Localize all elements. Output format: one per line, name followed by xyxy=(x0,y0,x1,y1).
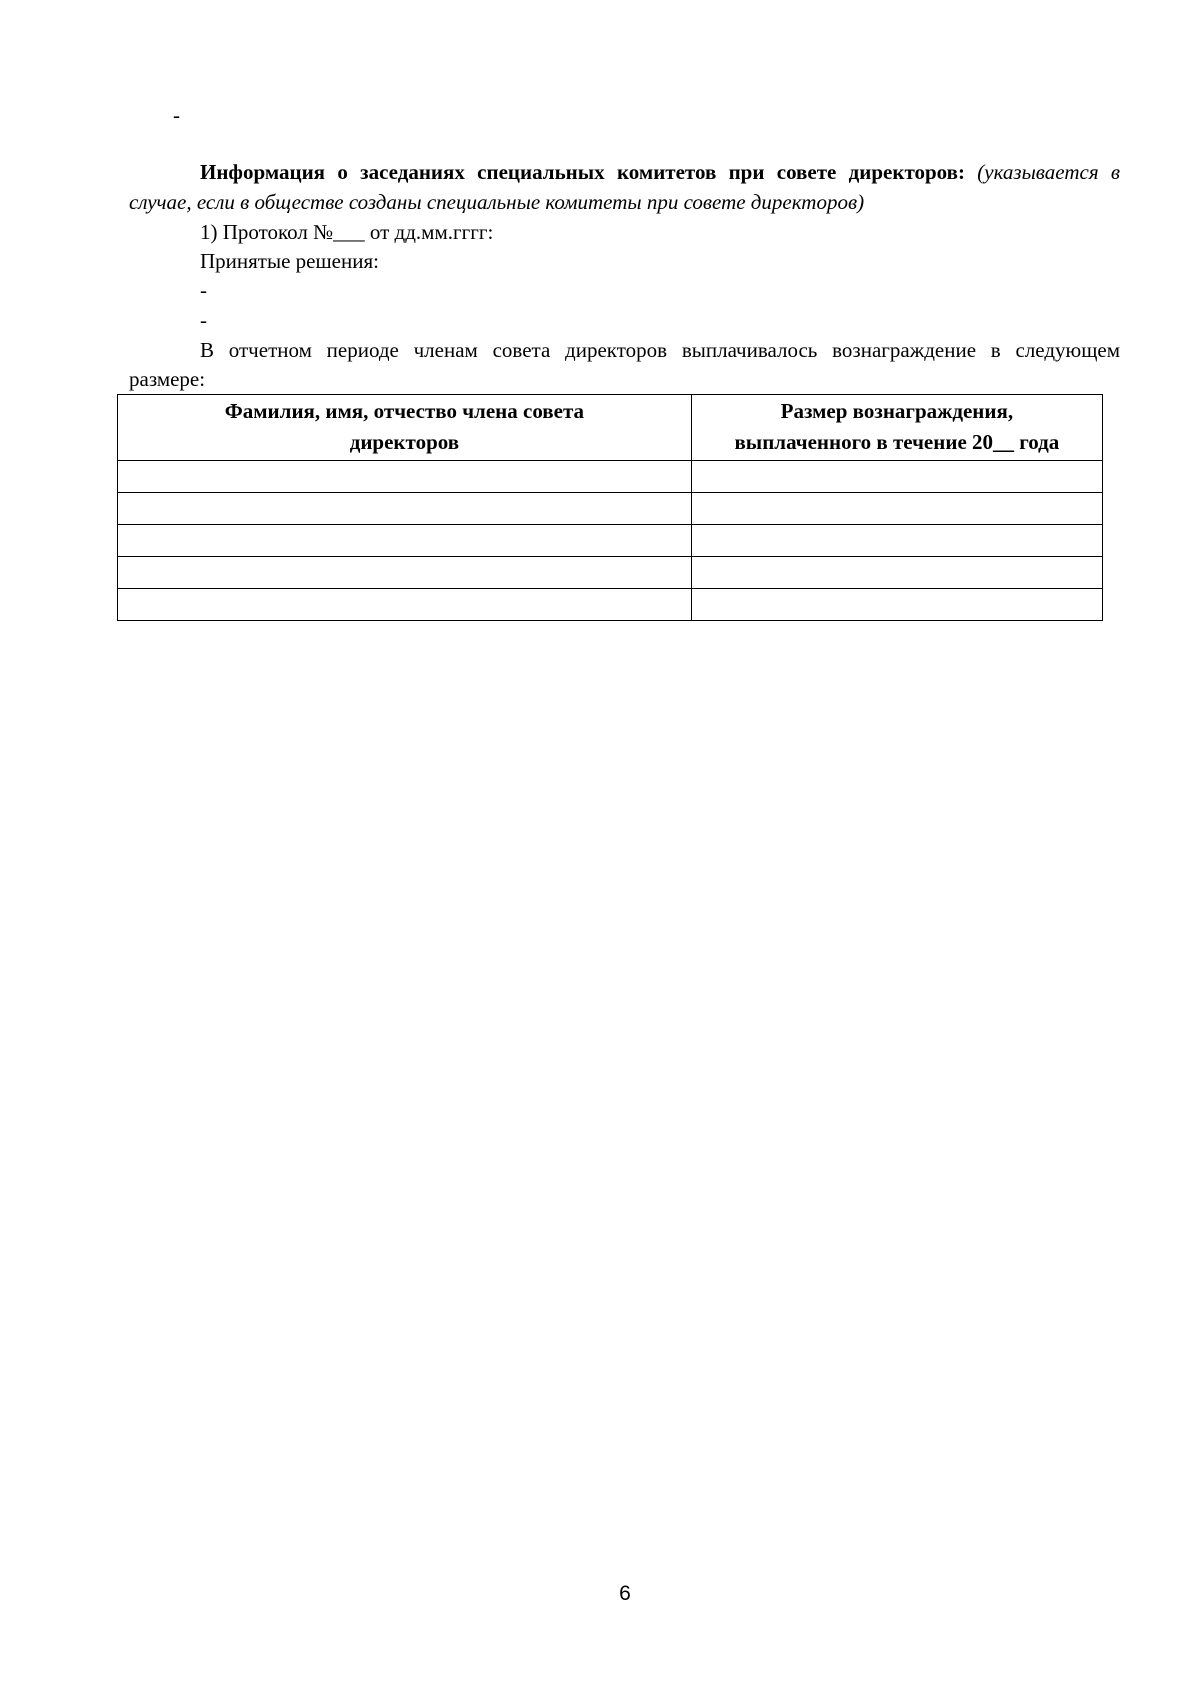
protocol-line: 1) Протокол №___ от дд.мм.гггг: xyxy=(200,220,494,244)
table-cell-name[interactable] xyxy=(118,461,692,493)
decisions-label: Принятые решения: xyxy=(200,249,379,273)
table-cell-amount[interactable] xyxy=(691,525,1102,557)
committee-heading xyxy=(200,158,1120,186)
page-number: 6 xyxy=(619,1582,631,1605)
table-cell-name[interactable] xyxy=(118,589,692,621)
table-cell-amount[interactable] xyxy=(691,589,1102,621)
committee-heading-bold: Информация о заседаниях специальных комитетов при совете директоров: xyxy=(200,160,965,184)
table-cell-name[interactable] xyxy=(118,557,692,589)
decision-dash-2: - xyxy=(200,308,207,332)
table-header-amount-line1: Размер вознаграждения, xyxy=(780,399,1014,423)
reward-intro-cont: размере: xyxy=(129,367,206,391)
table-cell-amount[interactable] xyxy=(691,461,1102,493)
table-header-name-line1: Фамилия, имя, отчество члена совета xyxy=(224,399,585,423)
decision-dash-1: - xyxy=(200,278,207,302)
table-row xyxy=(118,461,1103,493)
table-row xyxy=(118,493,1103,525)
reward-intro: В отчетном периоде членам совета директоров выплачивалось вознаграждение в следующем xyxy=(200,338,1120,362)
top-dash: - xyxy=(173,103,180,127)
table-header-amount xyxy=(691,395,1102,461)
table-row xyxy=(118,557,1103,589)
table-cell-name[interactable] xyxy=(118,525,692,557)
table-header-amount-line2: выплаченного в течение 20__ года xyxy=(734,430,1060,454)
committee-heading-note-cont: случае, если в обществе созданы специальные комитеты при совете директоров) xyxy=(129,190,865,214)
table-cell-amount[interactable] xyxy=(691,557,1102,589)
table-cell-amount[interactable] xyxy=(691,493,1102,525)
committee-heading-note-start: (указывается в xyxy=(977,160,1120,184)
table-header-name-line2: директоров xyxy=(349,430,460,454)
table-row xyxy=(118,589,1103,621)
table-row xyxy=(118,525,1103,557)
reward-table xyxy=(117,394,1103,621)
table-header-name xyxy=(118,395,692,461)
table-header-row xyxy=(118,395,1103,461)
table-cell-name[interactable] xyxy=(118,493,692,525)
